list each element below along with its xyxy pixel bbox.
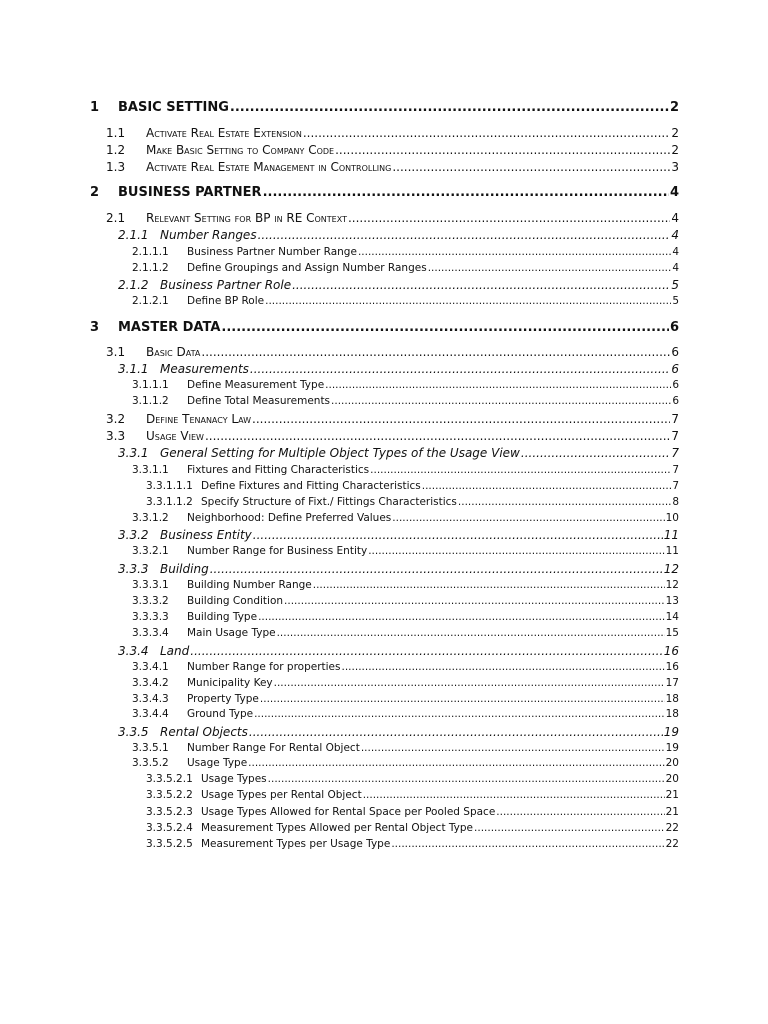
toc-entry-number: 3.3.5.2	[132, 757, 169, 769]
toc-entry-page-number: 3	[671, 160, 679, 174]
toc-entry[interactable]	[106, 429, 679, 443]
toc-entry-number: 3.3.1.1	[132, 464, 169, 476]
toc-entry-number: 3.3.4.1	[132, 661, 169, 673]
toc-dot-leader	[496, 806, 664, 818]
toc-entry-number: 1.2	[106, 143, 126, 157]
toc-entry-title: Define Tenanacy Law	[146, 412, 252, 426]
toc-dot-leader	[331, 395, 671, 407]
toc-entry-number: 3.3.3	[118, 562, 149, 576]
toc-entry[interactable]	[132, 395, 679, 407]
toc-dot-leader	[348, 211, 670, 225]
toc-entry-page-number: 18	[665, 708, 679, 720]
toc-entry-page-number: 16	[663, 644, 679, 658]
toc-entry-title: Business Entity	[160, 528, 252, 542]
toc-dot-leader	[265, 295, 671, 307]
toc-dot-leader	[248, 757, 664, 769]
toc-entry[interactable]	[132, 708, 679, 720]
toc-entry-number: 3.2	[106, 412, 126, 426]
toc-dot-leader	[361, 742, 665, 754]
toc-entry-title: Define Measurement Type	[187, 379, 325, 391]
toc-entry-title: Building Number Range	[187, 579, 312, 591]
toc-entry[interactable]	[132, 464, 679, 476]
toc-entry-page-number: 20	[665, 773, 679, 785]
toc-entry[interactable]	[146, 496, 679, 508]
toc-entry[interactable]	[132, 545, 679, 557]
toc-entry[interactable]	[132, 677, 679, 689]
toc-entry-number: 3.3.1	[118, 446, 149, 460]
toc-entry-title: Fixtures and Fitting Characteristics	[187, 464, 370, 476]
toc-dot-leader	[391, 838, 664, 850]
toc-entry[interactable]	[132, 579, 679, 591]
toc-entry[interactable]	[118, 528, 679, 542]
toc-entry-number: 3.3.4.2	[132, 677, 169, 689]
toc-entry-number: 1	[90, 100, 100, 115]
toc-entry[interactable]	[132, 246, 679, 258]
toc-entry[interactable]	[106, 412, 679, 426]
toc-entry-page-number: 8	[672, 496, 679, 508]
toc-entry[interactable]	[106, 143, 679, 157]
toc-entry-number: 3.1.1	[118, 362, 149, 376]
toc-entry-number: 3.3.1.1.2	[146, 496, 193, 508]
toc-entry-title: Building Condition	[187, 595, 284, 607]
toc-dot-leader	[428, 262, 672, 274]
toc-entry-page-number: 2	[671, 143, 679, 157]
toc-entry-page-number: 4	[669, 185, 679, 200]
toc-entry-number: 2	[90, 185, 100, 200]
toc-entry-title: Business Partner Number Range	[187, 246, 357, 258]
toc-entry-title: Define Total Measurements	[187, 395, 331, 407]
toc-entry-title: General Setting for Multiple Object Types of the Usage View	[160, 446, 520, 460]
toc-entry-number: 2.1.1	[118, 228, 149, 242]
toc-dot-leader	[201, 345, 670, 359]
toc-dot-leader	[249, 725, 663, 739]
toc-entry-number: 3.3.5.1	[132, 742, 169, 754]
toc-entry-page-number: 7	[671, 429, 679, 443]
toc-entry-page-number: 6	[672, 379, 679, 391]
toc-entry-title: MASTER DATA	[118, 320, 221, 335]
toc-entry[interactable]	[132, 661, 679, 673]
toc-entry[interactable]	[132, 379, 679, 391]
toc-dot-leader	[221, 320, 669, 335]
toc-entry-page-number: 11	[663, 528, 679, 542]
toc-entry-page-number: 11	[665, 545, 679, 557]
toc-dot-leader	[210, 562, 663, 576]
toc-entry-page-number: 21	[665, 806, 679, 818]
toc-entry[interactable]	[118, 278, 679, 292]
toc-entry-number: 3.3.4.4	[132, 708, 169, 720]
toc-entry-page-number: 22	[665, 838, 679, 850]
toc-entry-number: 3.3.1.1.1	[146, 480, 193, 492]
toc-entry[interactable]	[146, 806, 679, 818]
toc-dot-leader	[292, 278, 670, 292]
toc-entry-page-number: 10	[665, 512, 679, 524]
toc-dot-leader	[422, 480, 672, 492]
toc-entry-title: Property Type	[187, 693, 259, 705]
toc-entry-page-number: 16	[665, 661, 679, 673]
toc-entry[interactable]	[118, 562, 679, 576]
toc-dot-leader	[254, 708, 665, 720]
toc-entry-title: Building Type	[187, 611, 258, 623]
toc-entry-page-number: 13	[665, 595, 679, 607]
toc-entry[interactable]	[132, 512, 679, 524]
toc-dot-leader	[392, 160, 670, 174]
toc-entry-number: 3.1	[106, 345, 126, 359]
toc-dot-leader	[252, 412, 670, 426]
toc-entry-title: Number Range For Rental Object	[187, 742, 360, 754]
toc-entry-page-number: 17	[665, 677, 679, 689]
toc-dot-leader	[277, 627, 665, 639]
toc-entry[interactable]	[132, 627, 679, 639]
toc-entry-number: 1.3	[106, 160, 126, 174]
toc-entry-number: 3.3.3.2	[132, 595, 169, 607]
toc-entry-page-number: 7	[672, 464, 679, 476]
toc-entry[interactable]	[90, 320, 679, 335]
toc-entry-number: 3.3.5.2.2	[146, 789, 193, 801]
toc-entry-number: 2.1.2	[118, 278, 149, 292]
toc-entry-title: Basic Data	[146, 345, 201, 359]
toc-entry-number: 3.3.3.1	[132, 579, 169, 591]
toc-entry[interactable]	[132, 595, 679, 607]
toc-dot-leader	[258, 228, 671, 242]
toc-entry-title: Business Partner Role	[160, 278, 292, 292]
toc-entry[interactable]	[90, 100, 679, 115]
toc-entry-number: 3.3.2.1	[132, 545, 169, 557]
toc-entry[interactable]	[118, 644, 679, 658]
toc-entry-title: Usage View	[146, 429, 204, 443]
toc-dot-leader	[260, 693, 665, 705]
toc-entry-title: Relevant Setting for BP in RE Context	[146, 211, 347, 225]
toc-dot-leader	[284, 595, 665, 607]
toc-entry-title: Municipality Key	[187, 677, 273, 689]
toc-entry-page-number: 12	[663, 562, 679, 576]
toc-entry-page-number: 4	[672, 262, 679, 274]
toc-dot-leader	[474, 822, 665, 834]
toc-entry-page-number: 6	[671, 345, 679, 359]
toc-entry[interactable]	[132, 693, 679, 705]
toc-entry[interactable]	[146, 838, 679, 850]
toc-entry-number: 3.3.3.3	[132, 611, 169, 623]
toc-entry-number: 3.3.5.2.5	[146, 838, 193, 850]
toc-entry-title: Usage Types per Rental Object	[201, 789, 362, 801]
toc-dot-leader	[303, 126, 671, 140]
toc-dot-leader	[370, 464, 671, 476]
toc-entry-number: 3	[90, 320, 100, 335]
toc-entry-number: 3.3	[106, 429, 126, 443]
toc-entry[interactable]	[132, 757, 679, 769]
toc-dot-leader	[358, 246, 671, 258]
toc-entry-title: Activate Real Estate Extension	[146, 126, 302, 140]
toc-entry-number: 3.3.5.2.3	[146, 806, 193, 818]
toc-entry-page-number: 15	[665, 627, 679, 639]
toc-dot-leader	[368, 545, 664, 557]
toc-entry-title: Define BP Role	[187, 295, 265, 307]
toc-entry-number: 2.1	[106, 211, 126, 225]
toc-entry-page-number: 12	[665, 579, 679, 591]
toc-entry-title: Building	[160, 562, 209, 576]
toc-entry-page-number: 6	[671, 362, 679, 376]
toc-dot-leader	[274, 677, 665, 689]
toc-entry-number: 3.1.1.1	[132, 379, 169, 391]
toc-dot-leader	[230, 100, 669, 115]
toc-dot-leader	[392, 512, 664, 524]
toc-entry-title: Usage Type	[187, 757, 248, 769]
toc-entry-title: Number Range for properties	[187, 661, 341, 673]
toc-dot-leader	[313, 579, 665, 591]
toc-entry-title: Number Ranges	[160, 228, 257, 242]
toc-dot-leader	[268, 773, 665, 785]
toc-entry-page-number: 19	[663, 725, 679, 739]
toc-entry[interactable]	[118, 446, 679, 460]
toc-dot-leader	[205, 429, 670, 443]
toc-entry-title: Rental Objects	[160, 725, 248, 739]
toc-entry-number: 1.1	[106, 126, 126, 140]
toc-dot-leader	[325, 379, 671, 391]
toc-dot-leader	[263, 185, 669, 200]
toc-entry-number: 3.1.1.2	[132, 395, 169, 407]
toc-dot-leader	[458, 496, 671, 508]
toc-entry-title: BASIC SETTING	[118, 100, 229, 115]
toc-entry[interactable]	[106, 211, 679, 225]
toc-entry-title: Specify Structure of Fixt./ Fittings Characteristics	[201, 496, 457, 508]
toc-entry-title: Define Fixtures and Fitting Characteristics	[201, 480, 421, 492]
toc-entry[interactable]	[118, 362, 679, 376]
toc-dot-leader	[250, 362, 670, 376]
toc-dot-leader	[521, 446, 670, 460]
toc-entry[interactable]	[132, 611, 679, 623]
toc-entry-page-number: 6	[672, 395, 679, 407]
toc-entry-number: 2.1.1.2	[132, 262, 169, 274]
toc-dot-leader	[253, 528, 663, 542]
toc-entry-title: Measurements	[160, 362, 249, 376]
toc-entry-page-number: 2	[669, 100, 679, 115]
toc-entry-title: Land	[160, 644, 190, 658]
toc-entry-number: 3.3.4	[118, 644, 149, 658]
toc-entry[interactable]	[146, 789, 679, 801]
toc-entry-page-number: 4	[671, 228, 679, 242]
toc-entry-title: Neighborhood: Define Preferred Values	[187, 512, 392, 524]
toc-entry-number: 3.3.5	[118, 725, 149, 739]
toc-entry-title: Main Usage Type	[187, 627, 276, 639]
toc-dot-leader	[190, 644, 662, 658]
toc-entry-number: 3.3.5.2.1	[146, 773, 193, 785]
toc-entry[interactable]	[146, 480, 679, 492]
toc-entry-title: Number Range for Business Entity	[187, 545, 368, 557]
toc-entry[interactable]	[106, 160, 679, 174]
toc-entry-title: BUSINESS PARTNER	[118, 185, 262, 200]
toc-entry[interactable]	[132, 295, 679, 307]
toc-entry-number: 3.3.5.2.4	[146, 822, 193, 834]
toc-entry-title: Make Basic Setting to Company Code	[146, 143, 335, 157]
toc-entry-number: 3.3.3.4	[132, 627, 169, 639]
toc-entry-page-number: 14	[665, 611, 679, 623]
toc-entry-title: Ground Type	[187, 708, 254, 720]
toc-entry-page-number: 6	[669, 320, 679, 335]
toc-entry-page-number: 20	[665, 757, 679, 769]
toc-entry-page-number: 7	[672, 480, 679, 492]
toc-entry[interactable]	[146, 822, 679, 834]
toc-entry-number: 3.3.2	[118, 528, 149, 542]
toc-dot-leader	[258, 611, 665, 623]
toc-entry-title: Usage Types Allowed for Rental Space per Pooled Space	[201, 806, 496, 818]
toc-entry-page-number: 4	[672, 246, 679, 258]
toc-entry-title: Measurement Types per Usage Type	[201, 838, 391, 850]
toc-entry-page-number: 21	[665, 789, 679, 801]
toc-entry-page-number: 2	[671, 126, 679, 140]
toc-entry-page-number: 7	[671, 446, 679, 460]
toc-entry-page-number: 7	[671, 412, 679, 426]
toc-entry[interactable]	[90, 185, 679, 200]
toc-entry-title: Activate Real Estate Management in Controlling	[146, 160, 392, 174]
toc-entry-page-number: 18	[665, 693, 679, 705]
toc-entry-number: 2.1.2.1	[132, 295, 169, 307]
toc-entry[interactable]	[106, 126, 679, 140]
toc-entry-title: Measurement Types Allowed per Rental Object Type	[201, 822, 474, 834]
toc-dot-leader	[335, 143, 670, 157]
toc-entry-number: 3.3.1.2	[132, 512, 169, 524]
toc-entry[interactable]	[118, 725, 679, 739]
toc-entry[interactable]	[146, 773, 679, 785]
toc-dot-leader	[342, 661, 665, 673]
toc-entry-number: 3.3.4.3	[132, 693, 169, 705]
toc-entry[interactable]	[106, 345, 679, 359]
toc-entry-page-number: 22	[665, 822, 679, 834]
toc-entry-page-number: 4	[671, 211, 679, 225]
toc-dot-leader	[363, 789, 665, 801]
toc-entry[interactable]	[118, 228, 679, 242]
toc-entry-number: 2.1.1.1	[132, 246, 169, 258]
toc-entry-page-number: 5	[672, 295, 679, 307]
toc-entry-page-number: 5	[671, 278, 679, 292]
toc-entry-title: Usage Types	[201, 773, 267, 785]
toc-entry-page-number: 19	[665, 742, 679, 754]
toc-entry[interactable]	[132, 262, 679, 274]
toc-entry-title: Define Groupings and Assign Number Ranges	[187, 262, 427, 274]
toc-entry[interactable]	[132, 742, 679, 754]
